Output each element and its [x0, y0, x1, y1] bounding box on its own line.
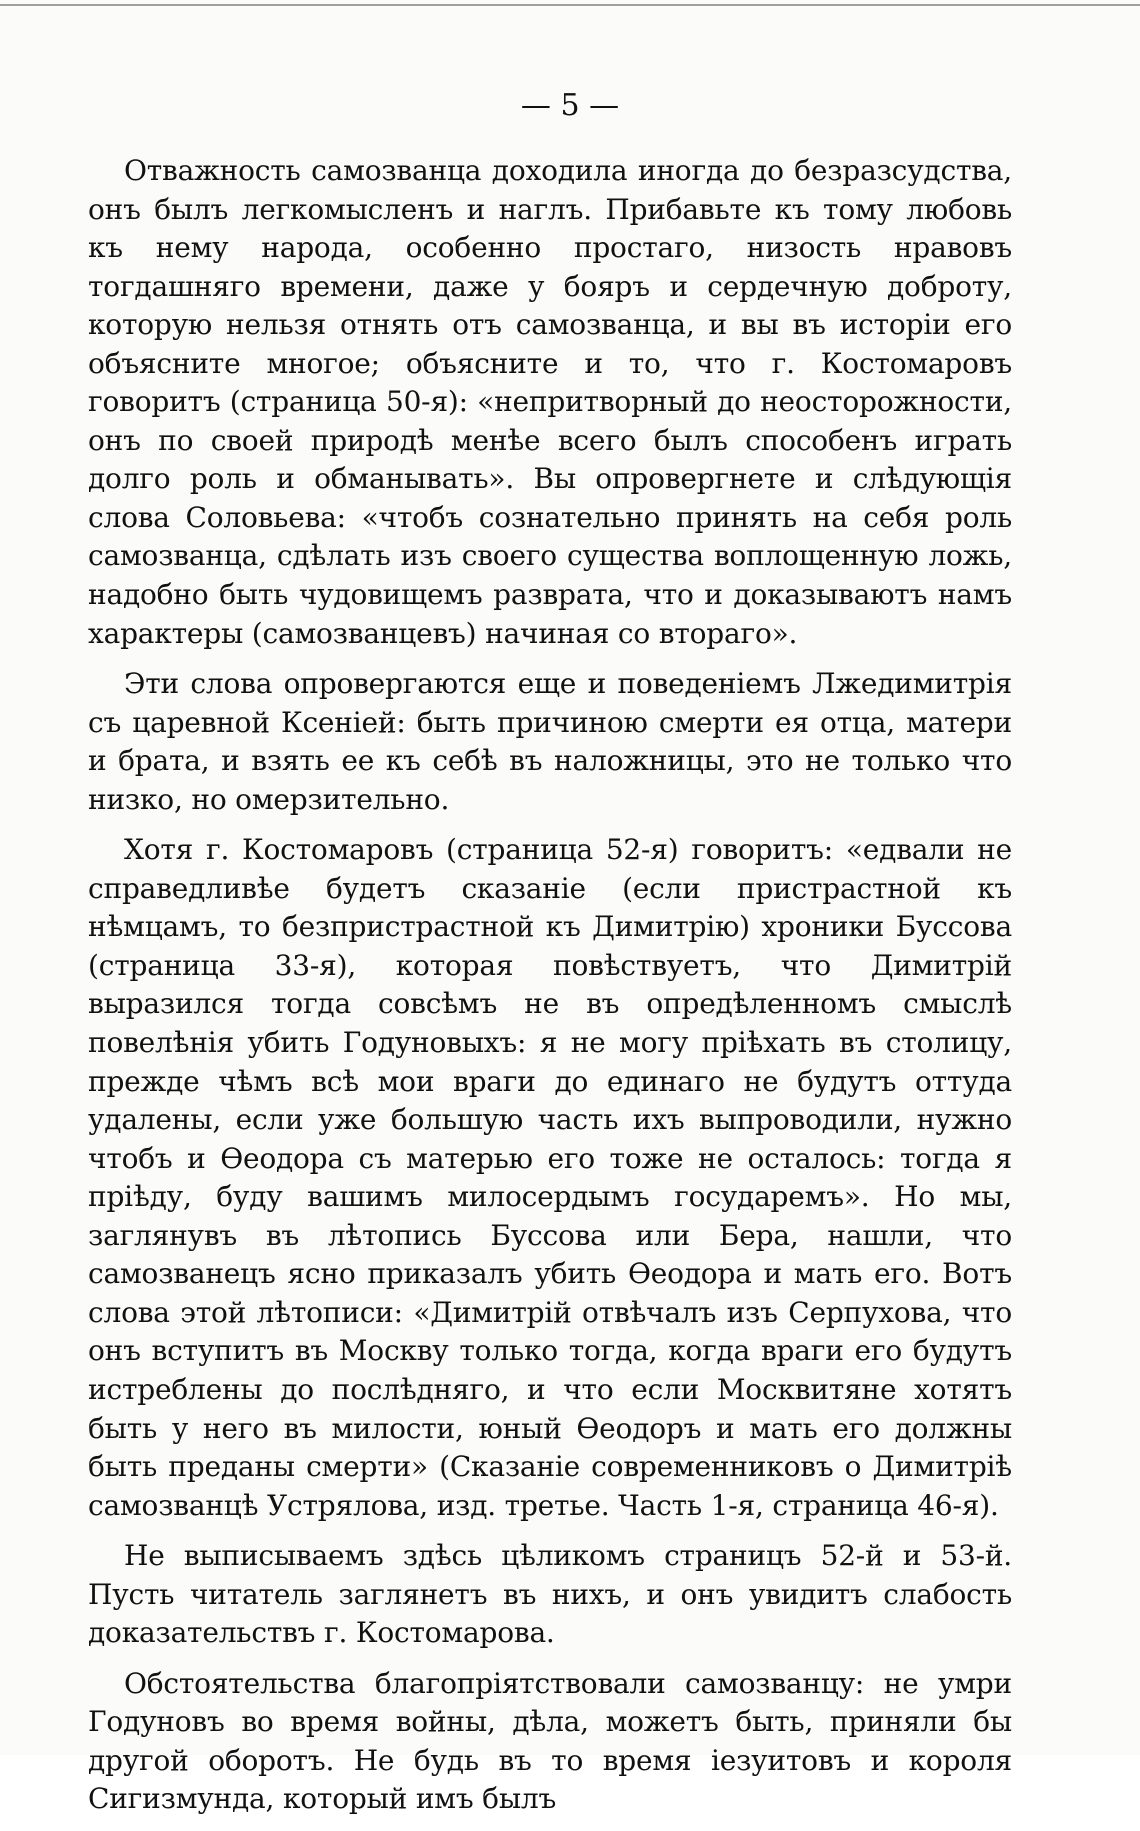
header-left-dash: — — [520, 88, 561, 123]
header-right-dash: — — [579, 88, 620, 123]
page-number: 5 — [560, 88, 580, 123]
page-header — [0, 86, 1140, 126]
scan-edge-rule — [0, 4, 1140, 6]
paragraph-3: Хотя г. Костомаровъ (страница 52-я) говоритъ: «едвали не справедливѣе будетъ сказаніе (если пристрастной къ нѣмцамъ, то безпристрастной къ Димитрію) хроники Буссова (страница 33-я), которая повѣствуетъ, что Димитрій выразился тогда совсѣмъ не въ опредѣленномъ смыслѣ повелѣнія убить Годуновыхъ: я не могу пріѣхать въ столицу, прежде чѣмъ всѣ мои враги до единаго не будутъ оттуда удалены, если уже большую часть ихъ выпроводили, нужно чтобъ и Ѳеодора съ матерью его тоже не осталось: тогда я пріѣду, буду вашимъ милосердымъ государемъ». Но мы, заглянувъ въ лѣтопись Буссова или Бера, нашли, что самозванецъ ясно приказалъ убить Ѳеодора и мать его. Вотъ слова этой лѣтописи: «Димитрій отвѣчалъ изъ Серпухова, что онъ вступитъ въ Москву только тогда, когда враги его будутъ истреблены до послѣдняго, и что если Москвитяне хотятъ быть у него въ милости, юный Ѳеодоръ и мать его должны быть преданы смерти» (Сказаніе современниковъ о Димитріѣ самозванцѣ Устрялова, изд. третье. Часть 1-я, страница 46-я). — [88, 833, 1012, 1522]
paragraph-1: Отважность самозванца доходила иногда до безразсудства, онъ былъ легкомысленъ и наглъ. Прибавьте къ тому любовь къ нему народа, особенно простаго, низость нравовъ тогдашняго времени, даже у бояръ и сердечную доброту, которую нельзя отнять отъ самозванца, и вы въ исторіи его объясните многое; объясните и то, что г. Костомаровъ говоритъ (страница 50-я): «непритворный до неосторожности, онъ по своей природѣ менѣе всего былъ способенъ играть долго роль и обманывать». Вы опровергнете и слѣдующія слова Соловьева: «чтобъ сознательно принять на себя роль самозванца, сдѣлать изъ своего существа воплощенную ложь, надобно быть чудовищемъ разврата, что и доказываютъ намъ характеры (самозванцевъ) начиная со втораго». — [88, 154, 1012, 650]
paragraph-2: Эти слова опровергаются еще и поведеніемъ Лжедимитрія съ царевной Ксеніей: быть причиною смерти ея отца, матери и брата, и взять ее къ себѣ въ наложницы, это не только что низко, но омерзительно. — [88, 667, 1012, 816]
paragraph-5: Обстоятельства благопріятствовали самозванцу: не умри Годуновъ во время войны, дѣла, можетъ быть, приняли бы другой оборотъ. Не будь въ то время іезуитовъ и короля Сигизмунда, который имъ былъ — [88, 1666, 1012, 1816]
paragraph-4: Не выписываемъ здѣсь цѣликомъ страницъ 52-й и 53-й. Пусть читатель заглянетъ въ нихъ, и онъ увидитъ слабость доказательствъ г. Костомарова. — [88, 1539, 1012, 1650]
page-body — [88, 152, 1012, 1831]
